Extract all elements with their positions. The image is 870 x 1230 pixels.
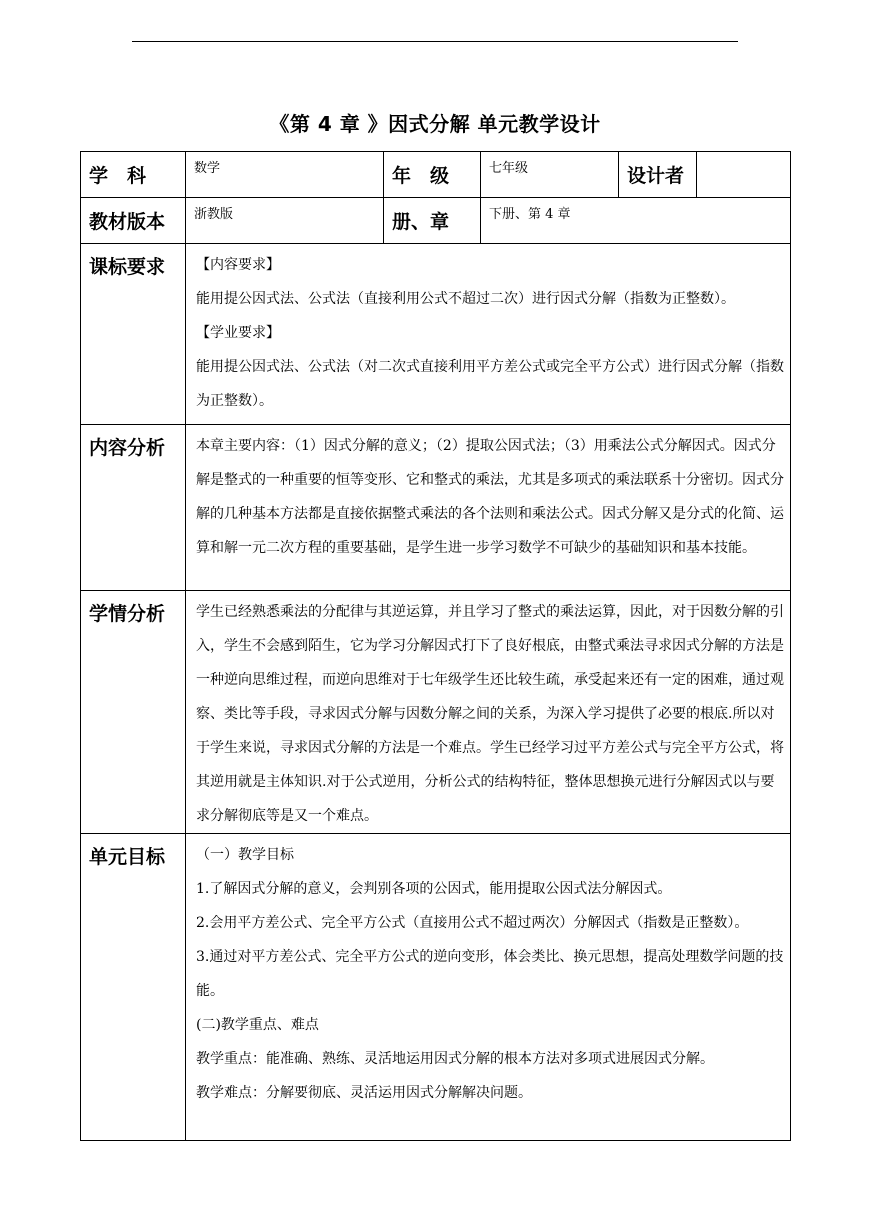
header-rule xyxy=(132,41,738,42)
student-analysis-text xyxy=(186,591,791,834)
subject-value: 数学 xyxy=(186,152,384,198)
info-row-2 xyxy=(81,198,791,244)
content-analysis-paragraph: 本章主要内容：（1）因式分解的意义；（2）提取公因式法；（3）用乘法公式分解因式。因式分解是整式的一种重要的恒等变形、它和整式的乘法，尤其是多项式的乘法联系十分密切。因式分解的几种基本方法都是直接依据整式乘法的各个法则和乘法公式。因式分解又是分式的化简、运算和解一元二次方程的重要基础，是学生进一步学习数学不可缺少的基础知识和基本技能。 xyxy=(196,438,784,556)
designer-value xyxy=(697,152,791,198)
student-analysis-paragraph: 学生已经熟悉乘法的分配律与其逆运算，并且学习了整式的乘法运算，因此，对于因数分解的引入，学生不会感到陌生，它为学习分解因式打下了良好根底，由整式乘法寻求因式分解的方法是一种逆向思维过程，而逆向思维对于七年级学生还比较生疏，承受起来还有一定的困难，通过观察、类比等手段，寻求因式分解与因数分解之间的关系，为深入学习提供了必要的根底.所以对于学生来说，寻求因式分解的方法是一个难点。学生已经学习过平方差公式与完全平方公式，将其逆用就是主体知识.对于公式逆用，分析公式的结构特征，整体思想换元进行分解因式以与要求分解彻底等是又一个难点。 xyxy=(196,604,784,824)
design-table xyxy=(80,151,791,1141)
unit-goals-paragraph: 3.通过对平方差公式、完全平方公式的逆向变形，体会类比、换元思想，提高处理数学问题的技能。 xyxy=(196,949,784,999)
curriculum-paragraph: 【内容要求】 xyxy=(196,257,280,273)
curriculum-paragraph: 能用提公因式法、公式法（直接利用公式不超过二次）进行因式分解（指数为正整数）。 xyxy=(196,291,735,307)
designer-label: 设计者 xyxy=(619,152,697,198)
grade-value: 七年级 xyxy=(481,152,619,198)
content-analysis-text xyxy=(186,425,791,591)
unit-goals-row xyxy=(81,834,791,1141)
edition-value: 浙教版 xyxy=(186,198,384,244)
edition-label: 教材版本 xyxy=(81,198,186,244)
student-analysis-label: 学情分析 xyxy=(81,591,186,834)
info-row-1 xyxy=(81,152,791,198)
unit-goals-paragraph: (二)教学重点、难点 xyxy=(196,1017,319,1033)
unit-goals-label: 单元目标 xyxy=(81,834,186,1141)
document-title: 《第 4 章 》因式分解 单元教学设计 xyxy=(269,112,601,136)
curriculum-paragraph: 能用提公因式法、公式法（对二次式直接利用平方差公式或完全平方公式）进行因式分解（指数为正整数）。 xyxy=(196,359,784,409)
volume-label: 册、章 xyxy=(384,198,481,244)
unit-goals-paragraph: 教学重点：能准确、熟练、灵活地运用因式分解的根本方法对多项式进展因式分解。 xyxy=(196,1051,714,1067)
unit-goals-paragraph: 教学难点：分解要彻底、灵活运用因式分解解决问题。 xyxy=(196,1085,532,1101)
student-analysis-row xyxy=(81,591,791,834)
curriculum-paragraph: 【学业要求】 xyxy=(196,325,280,341)
unit-goals-paragraph: 1.了解因式分解的意义，会判别各项的公因式，能用提取公因式法分解因式。 xyxy=(196,881,672,897)
curriculum-content xyxy=(186,244,791,425)
unit-goals-paragraph: （一）教学目标 xyxy=(196,847,294,863)
unit-goals-content xyxy=(186,834,791,1141)
grade-label: 年 级 xyxy=(384,152,481,198)
curriculum-label: 课标要求 xyxy=(81,244,186,425)
curriculum-row xyxy=(81,244,791,425)
content-analysis-label: 内容分析 xyxy=(81,425,186,591)
volume-value: 下册、第 4 章 xyxy=(481,198,791,244)
unit-goals-paragraph: 2.会用平方差公式、完全平方公式（直接用公式不超过两次）分解因式（指数是正整数）。 xyxy=(196,915,749,931)
content-analysis-row xyxy=(81,425,791,591)
subject-label: 学 科 xyxy=(81,152,186,198)
